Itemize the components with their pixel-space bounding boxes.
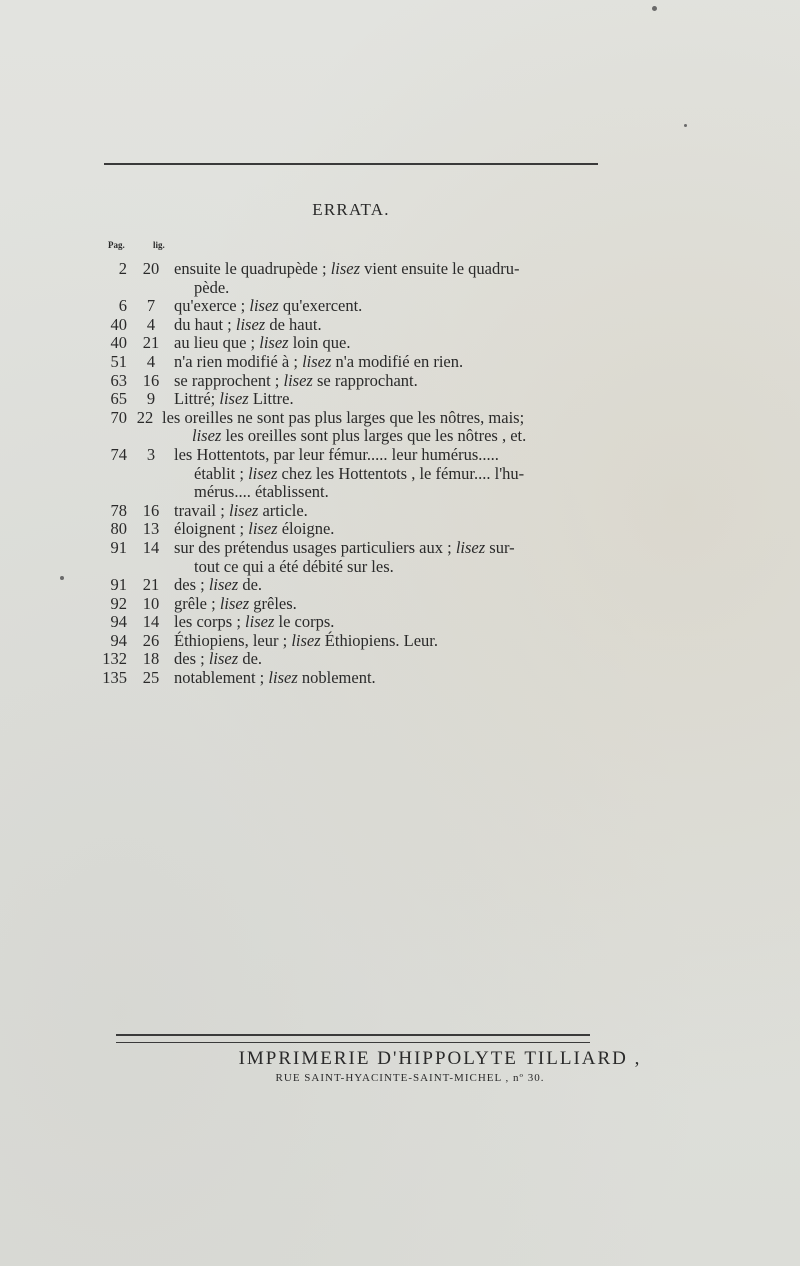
- entry-lisez: lisez: [291, 630, 321, 650]
- errata-entry: [0, 520, 800, 539]
- entry-continuation: pède.: [194, 277, 230, 297]
- entry-text: [174, 260, 614, 297]
- errata-entry: [0, 446, 800, 502]
- entry-line: 7: [146, 296, 156, 316]
- errata-entry: [0, 539, 800, 576]
- entry-line: 13: [142, 519, 160, 539]
- entry-page: 94: [110, 630, 127, 650]
- entry-error-cont: établit ;: [194, 463, 249, 483]
- entry-error: se rapprochent ;: [174, 370, 284, 390]
- entry-page: 2: [118, 259, 127, 278]
- entry-lisez: lisez: [249, 296, 279, 316]
- column-header-line: lig.: [153, 240, 165, 250]
- entry-text: [174, 669, 614, 688]
- entry-error: les Hottentots, par leur fémur..... leur humérus.....: [174, 444, 499, 464]
- paper-speck: [60, 576, 64, 580]
- errata-entry: [0, 632, 800, 651]
- entry-line: 4: [146, 351, 156, 371]
- entry-correction: de haut.: [265, 314, 322, 334]
- entry-text: [174, 372, 614, 391]
- entry-error: notablement ;: [174, 668, 269, 688]
- entry-lisez: lisez: [330, 259, 361, 278]
- entry-text: [174, 539, 614, 576]
- entry-line: 16: [142, 500, 160, 520]
- entry-continuation: [174, 465, 614, 484]
- entry-lisez: lisez: [245, 612, 275, 632]
- entry-lisez: lisez: [228, 500, 259, 520]
- entry-text: [174, 316, 614, 335]
- entry-error: des ;: [174, 575, 209, 595]
- errata-entry: [0, 297, 800, 316]
- entry-correction: vient ensuite le quadru-: [360, 259, 520, 278]
- entry-line: 9: [146, 389, 156, 409]
- entry-correction: chez les Hottentots , le fémur.... l'hu-: [277, 463, 525, 483]
- entry-correction: noblement.: [297, 668, 376, 688]
- entry-error: au lieu que ;: [174, 333, 260, 353]
- entry-error: ensuite le quadrupède ;: [174, 259, 331, 278]
- errata-entry: [0, 372, 800, 391]
- entry-error: travail ;: [174, 500, 229, 520]
- entry-line: 10: [142, 593, 160, 613]
- entry-correction: se rapprochant.: [312, 370, 418, 390]
- paper-speck: [684, 124, 687, 127]
- entry-correction: éloigne.: [277, 519, 335, 539]
- errata-entry: [0, 595, 800, 614]
- entry-correction: de.: [238, 649, 263, 669]
- entry-page: 51: [110, 351, 127, 371]
- top-rule: [104, 163, 598, 165]
- entry-text: [174, 502, 614, 521]
- entry-page: 132: [102, 649, 127, 669]
- entry-error: n'a rien modifié à ;: [174, 351, 303, 371]
- entry-error: éloignent ;: [174, 519, 249, 539]
- entry-lisez: lisez: [208, 575, 239, 595]
- entry-text: [174, 576, 614, 595]
- entry-line: 20: [142, 259, 160, 278]
- entry-correction: loin que.: [288, 333, 351, 353]
- entry-line: 3: [146, 444, 156, 464]
- entry-lisez: lisez: [302, 351, 332, 371]
- entry-correction: n'a modifié en rien.: [331, 351, 464, 371]
- entry-line: 18: [142, 649, 160, 669]
- errata-entry: [0, 613, 800, 632]
- entry-text: [174, 353, 614, 372]
- errata-entry: [0, 316, 800, 335]
- entry-text: [174, 650, 614, 669]
- entry-text: [174, 632, 614, 651]
- entry-text: [174, 390, 614, 409]
- entry-error: grêle ;: [174, 593, 220, 613]
- entry-correction: sur-: [485, 537, 515, 557]
- errata-entry: [0, 260, 800, 297]
- entry-text: [174, 297, 614, 316]
- entry-line: 4: [146, 314, 156, 334]
- entry-error: du haut ;: [174, 314, 236, 334]
- entry-continuation: tout ce qui a été débité sur les.: [194, 556, 394, 576]
- entry-page: 70: [110, 407, 127, 427]
- errata-entry: [0, 390, 800, 409]
- entry-page: 78: [110, 500, 127, 520]
- bottom-double-rule: [116, 1034, 590, 1043]
- entry-lisez: lisez: [268, 668, 298, 688]
- entry-page: 63: [110, 370, 127, 390]
- entry-line: 21: [142, 575, 160, 595]
- entry-lisez: lisez: [248, 463, 278, 483]
- entry-text: [162, 409, 614, 446]
- column-headers: [0, 240, 800, 254]
- entry-lisez: lisez: [208, 649, 239, 669]
- entry-line: 14: [142, 612, 160, 632]
- entry-error: les oreilles ne sont pas plus larges que les nôtres, mais;: [162, 407, 525, 427]
- entry-page: 6: [118, 296, 127, 316]
- entry-error: qu'exerce ;: [174, 296, 250, 316]
- entry-text: [174, 613, 614, 632]
- entry-correction: Littre.: [248, 389, 294, 409]
- entry-lisez: lisez: [283, 370, 313, 390]
- entry-error: sur des prétendus usages particuliers aux ;: [174, 537, 456, 557]
- page-title: ERRATA.: [312, 200, 390, 219]
- entry-page: 65: [110, 389, 127, 409]
- entry-continuation: mérus.... établissent.: [194, 482, 329, 502]
- errata-entry: [0, 334, 800, 353]
- column-header-page: Pag.: [108, 240, 125, 250]
- entry-line: 21: [142, 333, 160, 353]
- entry-correction: article.: [258, 500, 308, 520]
- entry-text: [174, 334, 614, 353]
- entry-page: 135: [102, 668, 127, 688]
- entry-lisez: lisez: [248, 519, 278, 539]
- entry-lisez: lisez: [235, 314, 266, 334]
- errata-list: [0, 260, 800, 688]
- entry-page: 92: [110, 593, 127, 613]
- entry-line: 25: [142, 668, 160, 688]
- entry-text: [174, 446, 614, 502]
- entry-text: [174, 520, 614, 539]
- entry-correction: Éthiopiens. Leur.: [320, 630, 438, 650]
- errata-entry: [0, 353, 800, 372]
- entry-correction: les oreilles sont plus larges que les nôtres , et.: [221, 426, 527, 446]
- entry-lisez: lisez: [455, 537, 486, 557]
- entry-correction: grêles.: [249, 593, 297, 613]
- errata-entry: [0, 576, 800, 595]
- errata-entry: [0, 669, 800, 688]
- entry-line: 22: [136, 407, 154, 427]
- errata-entry: [0, 502, 800, 521]
- entry-line: 14: [142, 537, 160, 557]
- errata-entry: [0, 409, 800, 446]
- entry-error: Littré;: [174, 389, 220, 409]
- entry-line: 26: [142, 630, 160, 650]
- printer-imprint: IMPRIMERIE D'HIPPOLYTE TILLIARD ,: [238, 1048, 642, 1069]
- entry-error: les corps ;: [174, 612, 246, 632]
- entry-line: 16: [142, 370, 160, 390]
- entry-error: Éthiopiens, leur ;: [174, 630, 292, 650]
- entry-correction: qu'exercent.: [278, 296, 363, 316]
- entry-error: des ;: [174, 649, 209, 669]
- entry-text: [174, 595, 614, 614]
- entry-page: 80: [110, 519, 127, 539]
- entry-page: 91: [110, 537, 127, 557]
- entry-lisez: lisez: [219, 389, 249, 409]
- entry-page: 94: [110, 612, 127, 632]
- entry-lisez: lisez: [259, 333, 289, 353]
- entry-page: 40: [110, 314, 127, 334]
- errata-entry: [0, 650, 800, 669]
- entry-page: 91: [110, 575, 127, 595]
- entry-lisez: lisez: [192, 426, 222, 446]
- entry-page: 74: [110, 444, 127, 464]
- printer-address: RUE SAINT-HYACINTE-SAINT-MICHEL , nº 30.: [275, 1072, 545, 1084]
- entry-correction: le corps.: [274, 612, 335, 632]
- entry-lisez: lisez: [219, 593, 250, 613]
- paper-speck: [652, 6, 657, 11]
- entry-page: 40: [110, 333, 127, 353]
- entry-correction: de.: [238, 575, 263, 595]
- entry-continuation: [162, 427, 614, 446]
